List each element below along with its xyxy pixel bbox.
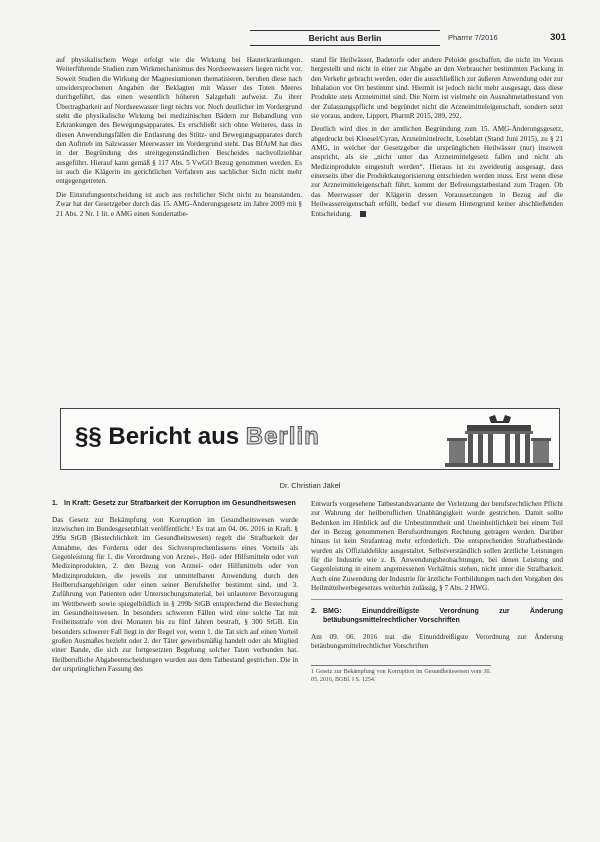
paragraph bbox=[311, 125, 563, 218]
running-header bbox=[250, 30, 570, 46]
upper-left-column bbox=[56, 56, 302, 288]
banner-title-prefix: §§ Bericht aus bbox=[75, 423, 246, 450]
lower-right-column bbox=[311, 500, 563, 805]
paragraph: Entwurfs vorgesehene Tatbestandsvariante der Verletzung der berufsrechtlichen Pflicht zur Wahrung der heilberuflichen Unabhängigkeit wurde gestrichen. Damit sollte Bedenken im Hinblick auf die Unbestimmtheit und Uneinheitlichkeit bei einem Teil der in Bezug genommenen Berufsordnungen Rechnung getragen werden. Darüber hinaus ist kein Strafantrag mehr erforderlich. Die entsprechenden Straftatbestände wurden als Offizialdelikte ausgestaltet. Selbstverständlich sollen ärztliche Leistungen für die Industrie wie z. B. Anwendungsbeobachtungen, bei denen Leistung und Gegenleistung in einem angemessenen Verhältnis stehen, nicht unter die Strafbarkeit. Auch eine Zuwendung der Industrie für ärztliche Fortbildungen nach den Vorgaben des Heilmittelwerbegesetzes weiterhin zulässig, § 7 Abs. 2 HWG. bbox=[311, 500, 563, 593]
section-number: 1. bbox=[52, 500, 58, 507]
section-title: In Kraft: Gesetz zur Strafbarkeit der Korruption im Gesundheitswesen bbox=[64, 500, 296, 507]
banner-title-berlin: Berlin bbox=[245, 423, 320, 450]
footnote: 1 Gesetz zur Bekämpfung von Korruption im Gesundheitswesen vom 30. 05. 2016, BGBl. I S. 1254. bbox=[311, 665, 491, 684]
paragraph: Das Gesetz zur Bekämpfung von Korruption im Gesundheitswesen wurde inzwischen im Bundesgesetzblatt veröffentlicht.¹ Es trat am 04. 06. 2016 in Kraft. § 299a StGB (Bestechlichkeit im Gesundheitswesen) regelt die Strafbarkeit der Annahme, des Forderns oder des Sichversprechenlassens eines Vorteils als Gegenleistung für 1. die Verordnung von Arznei-, Heil- oder Hilfsmitteln oder von Medizinprodukten, 2. den Bezug von Arznei- oder Hilfsmitteln oder von Medizinprodukten, die jeweils zur unmittelbaren Anwendung durch den Heilberufsangehörigen oder einen seiner Berufshelfer bestimmt sind, und 3. Zuführung von Patienten oder Untersuchungsmaterial, bei unlauterer Bevorzugung im Wettbewerb sowie spiegelbildlich in § 299b StGB entsprechend die Bestechung im Gesundheitswesen. In besonders schweren Fällen wird eine solche Tat mit Freiheitsstrafe von drei Monaten bis zu fünf Jahren bestraft, § 300 StGB. Ein besonders schwerer Fall liegt in der Regel vor, wenn 1. die Tat sich auf einen Vorteil großen Ausmaßes bezieht oder 2. der Täter gewerbsmäßig handelt oder als Mitglied einer Bande, die sich zur fortgesetzten Begehung solcher Taten verbunden hat. Heilberufliche Abgabeentscheidungen wurden aus dem Tatbestand gestrichen. Die in der ursprünglichen Fassung des bbox=[52, 515, 298, 674]
article-end-mark bbox=[360, 211, 366, 217]
page-number: 301 bbox=[550, 32, 566, 43]
section-banner bbox=[60, 408, 560, 470]
paragraph: Die Einstufungsentscheidung ist auch aus rechtlicher Sicht nicht zu beanstanden. Zwar hat der Gesetzgeber durch das 15. AMG-Änderungsgesetz im Jahre 2009 mit § 21 Abs. 2 Nr. 1 lit. e AMG einen Sondertatbe- bbox=[56, 190, 302, 218]
section-heading bbox=[52, 500, 298, 509]
section-number: 2. bbox=[311, 608, 317, 616]
section-title: BMG: Einunddreißigste Verordnung zur Änderung betäubungsmittelrechtlicher Vorschriften bbox=[323, 608, 563, 625]
section-heading bbox=[311, 608, 563, 625]
journal-issue: Pharmr 7/2016 bbox=[448, 33, 498, 42]
header-section-title: Bericht aus Berlin bbox=[308, 33, 382, 43]
paragraph: Am 09. 06. 2016 trat die Einunddreißigste Verordnung zur Änderung betäubungsmittelrechtlicher Vorschriften bbox=[311, 632, 563, 650]
paragraph-text: Deutlich wird dies in der amtlichen Begründung zum 15. AMG-Änderungsgesetz, abgedruckt bei Kloesel/Cyran, Arzneimittelrecht, Loseblatt (Stand Juni 2015), zu § 21 AMG, in welcher der Gesetzgeber die ursprünglichen Heilwässer (nur) insoweit anspricht, als sie „nicht unter das Arzneimittelgesetz fallen und nicht als Medizinprodukte eingestuft werden“. Hieraus ist zu zweideutig ausgesagt, dass einerseits über die Produktkategorisierung entschieden werden muss. Erst wenn diese zur Arzneimitteleigenschaft führt, kommt der Befreiungstatbestand zum Tragen. Ob das Meerwasser der Klägerin dessen Voraussetzungen in Bezug auf die Heilwassereigenschaft erfüllt, bedarf vor diesem Hintergrund keiner abschließenden Entscheidung. bbox=[311, 125, 563, 218]
banner-title bbox=[75, 423, 320, 451]
section-divider bbox=[311, 599, 563, 600]
brandenburg-gate-icon bbox=[445, 413, 553, 467]
author-name: Dr. Christian Jäkel bbox=[279, 481, 341, 490]
paragraph: stand für Heilwässer, Badetorfe oder andere Peloide geschaffen, die nicht im Voraus hergestellt und nicht in einer zur Abgabe an den Verbraucher bestimmten Packung in den Verkehr gebracht werden, oder die ausschließlich zur äußeren Anwendung oder zur Inhalation vor Ort bestimmt sind. Hiermit ist jedoch nicht mehr ausgesagt, dass diese Produkte stets Arzneimittel sind. Die Norm ist vielmehr ein Ausnahmetatbestand von der Zulassungspflicht und begründet nicht die Arzneimitteleigenschaft, sondern setzt sie voraus, andere, Lippert, PharmR 2015, 289, 292. bbox=[311, 56, 563, 121]
paragraph: auf physikalischem Wege erfolgt wie die Wirkung bei Hauterkrankungen. Weiterführende Studien zum Wirkmechanismus des Nordseewassers liegen nicht vor. Soweit Studien die Wirkung der Magnesiumionen thematisieren, beruhen diese nach unwidersprochenen Angaben der Beklagten mit Wasser des Toten Meeres durchgeführt, das einen wesentlich höheren Salzgehalt aufweist. Zu ihrer Übertragbarkeit auf Nordseewasser liegt nichts vor. Noch deutlicher im Vordergrund steht die physikalische Wirkung bei medizinischen Bädern zur Behandlung von Erkrankungen des Bewegungsapparates. Es erschließt sich ohne Weiteres, dass in diesen Anwendungsfällen die Entlastung des Stütz- und Bewegungsapparates durch den Auftrieb im Salzwasser Meerwasser im Vordergrund steht. Das BfArM hat dies in der Begründung des streitgegenständlichen Bescheides nachvollziehbar ausgeführt. Hierauf kann gemäß § 117 Abs. 5 VwGO Bezug genommen werden. Es ist auch die Klägerin im gerichtlichen Verfahren aus sachlicher Sicht nicht mehr entgegengetreten. bbox=[56, 56, 302, 186]
header-section-box bbox=[250, 30, 440, 46]
upper-right-column bbox=[311, 56, 563, 288]
lower-left-column bbox=[52, 500, 298, 805]
